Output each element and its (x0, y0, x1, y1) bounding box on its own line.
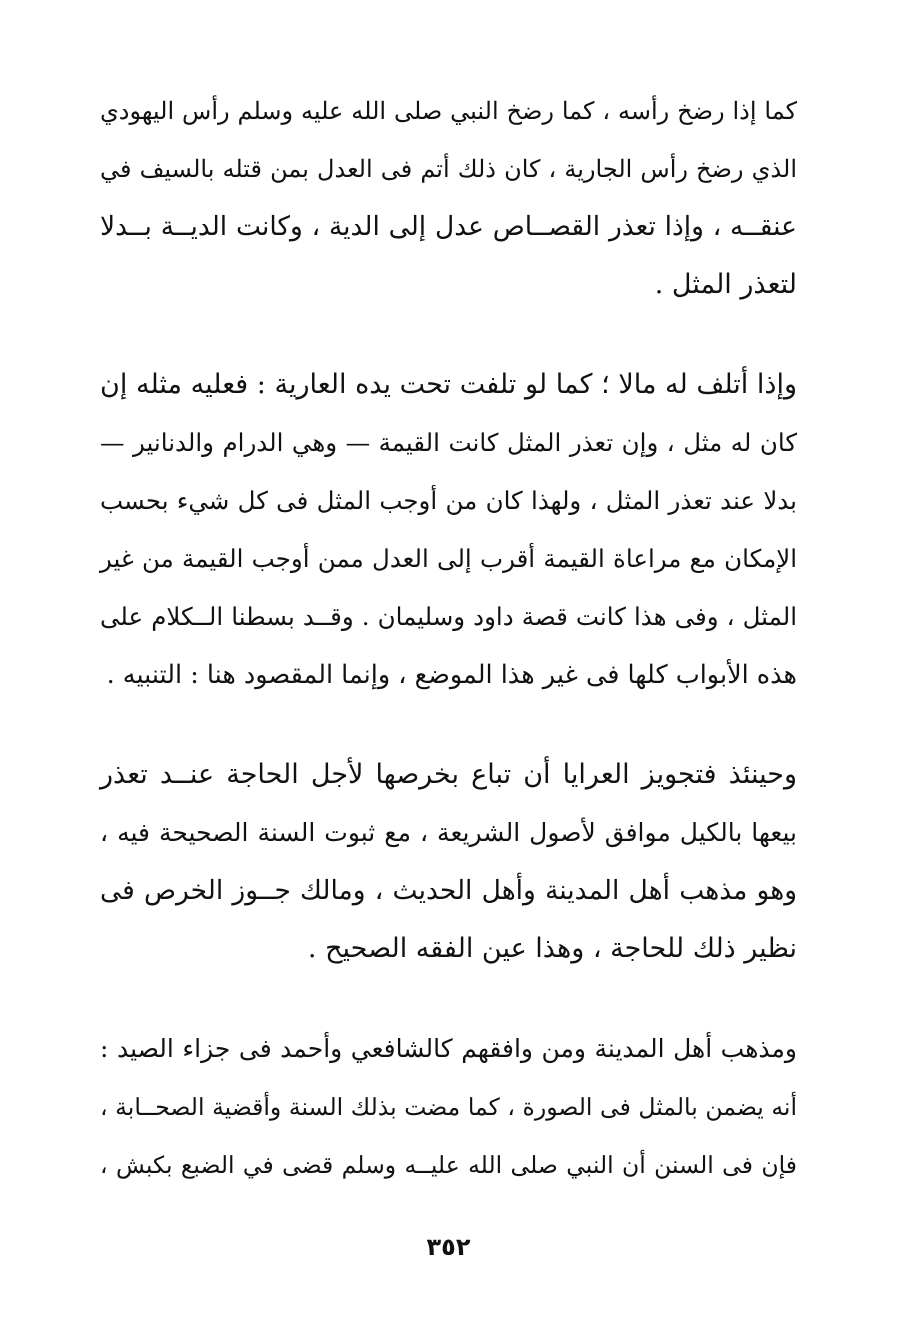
paragraph-gap (100, 314, 797, 356)
text-line: لتعذر المثل . (654, 269, 797, 300)
text-line: وحينئذ فتجويز العرايا أن تباع بخرصها لأجل الحاجة عنــد تعذر (100, 759, 797, 790)
text-line: نظير ذلك للحاجة ، وهذا عين الفقه الصحيح . (307, 933, 797, 964)
text-line: بيعها بالكيل موافق لأصول الشريعة ، مع ثبوت السنة الصحيحة فيه ، (100, 818, 797, 847)
text-line: كان له مثل ، وإن تعذر المثل كانت القيمة — وهي الدرام والدنانير — (100, 428, 797, 457)
text-line: كما إذا رضخ رأسه ، كما رضخ النبي صلى الله عليه وسلم رأس اليهودي (100, 97, 797, 125)
text-line: الذي رضخ رأس الجارية ، كان ذلك أتم فى العدل بمن قتله بالسيف في (100, 155, 797, 183)
text-line: أنه يضمن بالمثل فى الصورة ، كما مضت بذلك السنة وأقضية الصحــابة ، (100, 1093, 797, 1121)
body-text (100, 82, 797, 1194)
text-line: هذه الأبواب كلها فى غير هذا الموضع ، وإنما المقصود هنا : التنبيه . (106, 660, 797, 690)
text-line: فإن فى السنن أن النبي صلى الله عليــه وسلم قضى في الضبع بكبش ، (100, 1151, 797, 1179)
text-line: بدلا عند تعذر المثل ، ولهذا كان من أوجب المثل فى كل شيء بحسب (100, 486, 797, 515)
text-line: عنقــه ، وإذا تعذر القصــاص عدل إلى الدية ، وكانت الديــة بــدلا (100, 211, 797, 242)
paragraph-3 (100, 746, 797, 978)
page-number: ٣٥٢ (426, 1233, 471, 1261)
text-line: وإذا أتلف له مالا ؛ كما لو تلفت تحت يده العارية : فعليه مثله إن (100, 369, 797, 400)
text-line: وهو مذهب أهل المدينة وأهل الحديث ، ومالك جــوز الخرص فى (100, 875, 797, 906)
text-line: الإمكان مع مراعاة القيمة أقرب إلى العدل ممن أوجب القيمة من غير (100, 544, 797, 573)
text-line: المثل ، وفى هذا كانت قصة داود وسليمان . وقــد بسطنا الــكلام على (100, 602, 797, 631)
paragraph-gap (100, 704, 797, 746)
paragraph-2 (100, 356, 797, 704)
paragraph-gap (100, 978, 797, 1020)
text-line: ومذهب أهل المدينة ومن وافقهم كالشافعي وأحمد فى جزاء الصيد : (100, 1034, 797, 1063)
paragraph-4 (100, 1020, 797, 1194)
paragraph-1 (100, 82, 797, 314)
